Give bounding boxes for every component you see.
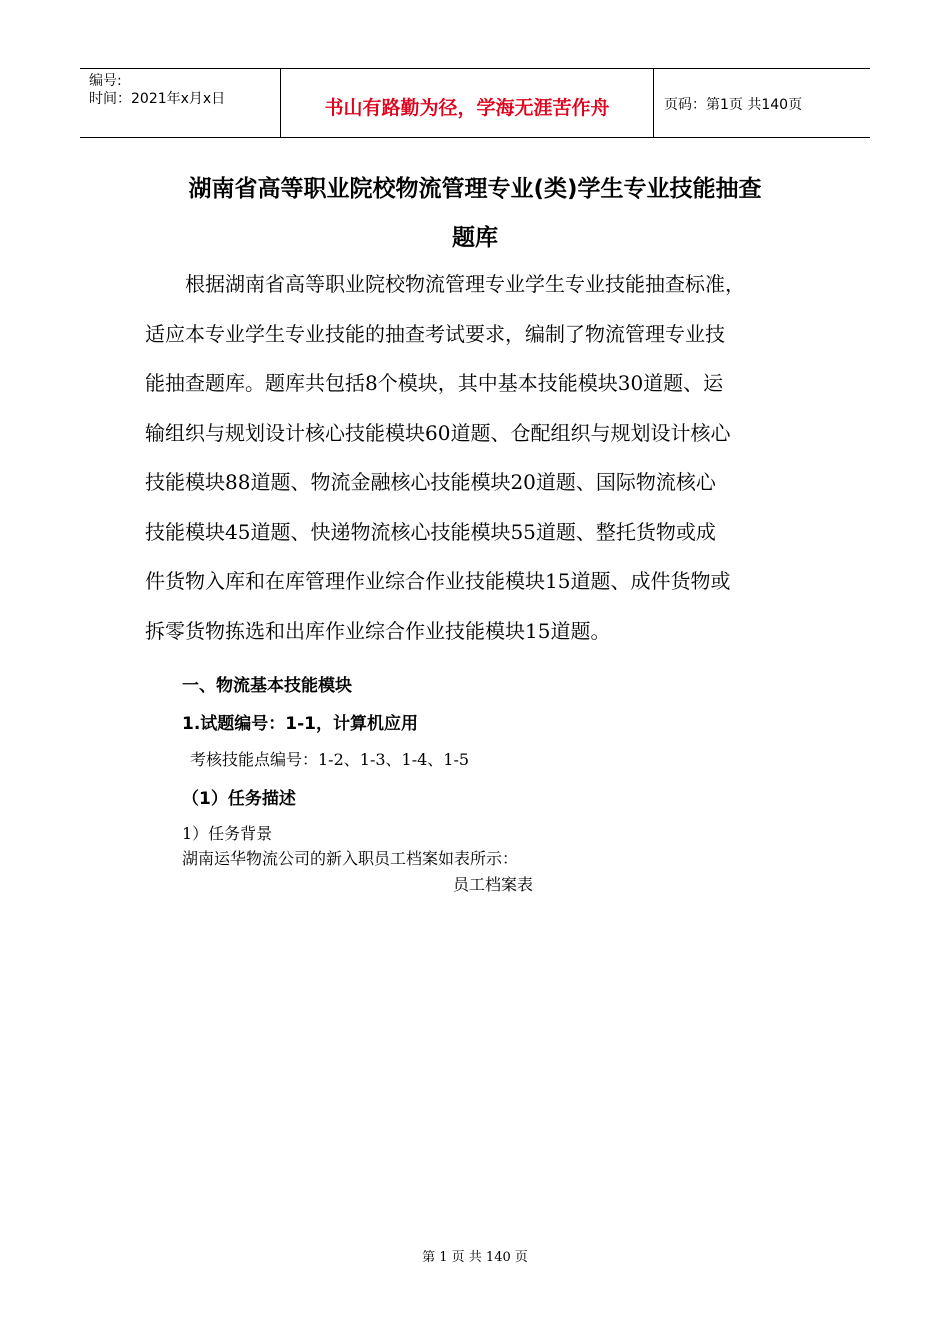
intro-line: 输组织与规划设计核心技能模块60道题、仓配组织与规划设计核心	[145, 420, 731, 445]
document-title-line-2: 题库	[452, 225, 498, 251]
header-meta	[80, 69, 281, 137]
intro-line: 能抽查题库。题库共包括8个模块，其中基本技能模块30道题、运	[145, 371, 724, 395]
background-text: 湖南运华物流公司的新入职员工档案如表所示：	[182, 849, 519, 868]
intro-paragraph	[145, 260, 825, 656]
intro-line: 件货物入库和在库管理作业综合作业技能模块15道题、成件货物或	[145, 569, 731, 593]
page-header	[80, 68, 870, 138]
intro-line: 技能模块45道题、快递物流核心技能模块55道题、整托货物或成	[145, 519, 716, 544]
intro-line: 拆零货物拣选和出库作业综合作业技能模块15道题。	[145, 618, 611, 643]
task-heading: （1）任务描述	[182, 789, 296, 809]
document-number-label: 编号:	[89, 73, 122, 89]
table-caption: 员工档案表	[453, 875, 534, 894]
intro-line: 技能模块88道题、物流金融核心技能模块20道题、国际物流核心	[145, 470, 716, 494]
intro-line: 适应本专业学生专业技能的抽查考试要求，编制了物流管理专业技	[145, 321, 725, 346]
question-title: 1.试题编号：1-1，计算机应用	[182, 714, 418, 734]
intro-line: 根据湖南省高等职业院校物流管理专业学生专业技能抽查标准，	[145, 272, 745, 296]
page-footer: 第 1 页 共 140 页	[422, 1250, 528, 1265]
skill-points: 考核技能点编号：1-2、1-3、1-4、1-5	[190, 750, 470, 769]
header-motto: 书山有路勤为径，学海无涯苦作舟	[281, 69, 654, 137]
header-page-code: 页码：第1页 共140页	[664, 97, 803, 113]
task-background-heading: 1）任务背景	[182, 824, 273, 843]
document-time-label: 时间：2021年x月x日	[89, 91, 226, 107]
document-title-line-1: 湖南省高等职业院校物流管理专业(类)学生专业技能抽查	[188, 176, 762, 202]
section-heading: 一、物流基本技能模块	[182, 676, 352, 696]
